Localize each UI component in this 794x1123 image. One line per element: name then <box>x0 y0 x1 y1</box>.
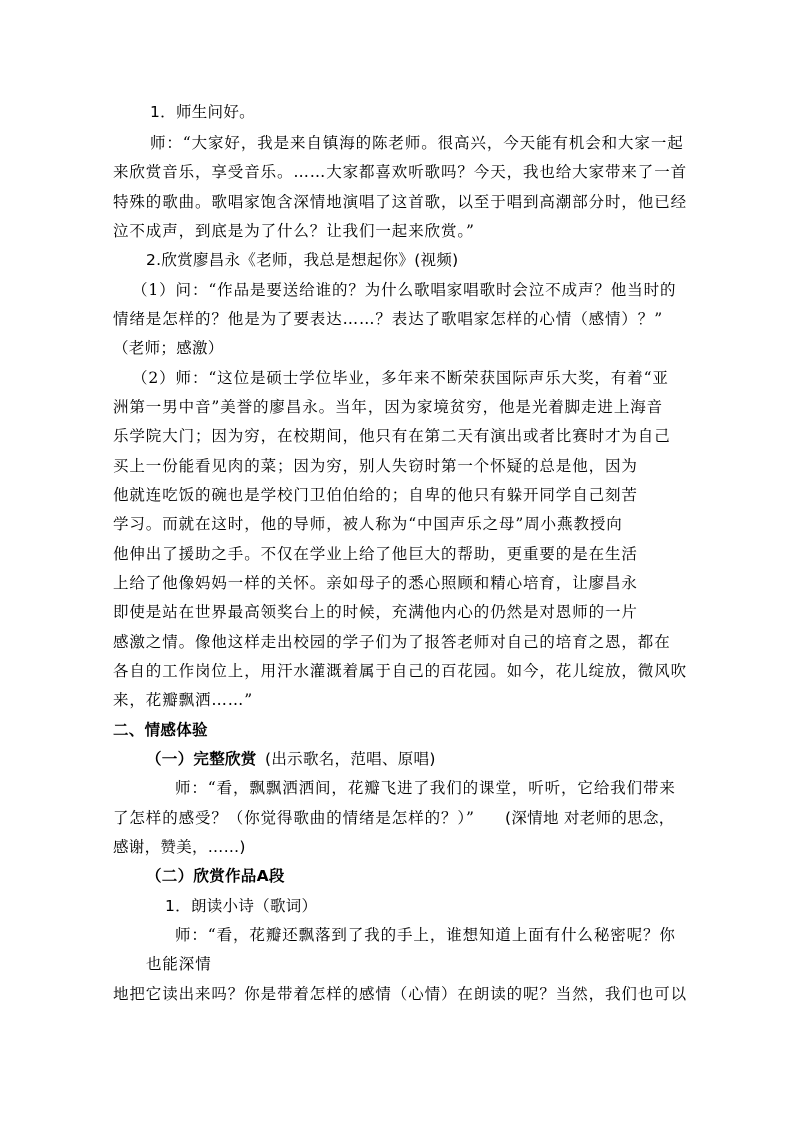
paragraph-aside: (深情地 对老师的思念， <box>505 809 675 827</box>
subsection-heading: （一）完整欣赏 <box>146 750 257 768</box>
paragraph-line: 乐学院大门；因为穷，在校期间，他只有在第二天有演出或者比赛时才为自己 <box>113 427 671 445</box>
paragraph-line: 泣不成声，到底是为了什么？让我们一起来欣赏。” <box>113 222 475 240</box>
paragraph-line: 感激之情。像他这样走出校园的学子们为了报答老师对自己的培育之恩，都在 <box>113 633 671 651</box>
paragraph-line: 上给了他像妈妈一样的关怀。亲如母子的悉心照顾和精心培育，让廖昌永 <box>113 574 638 592</box>
item-greeting: 1．师生问好。 <box>150 103 255 121</box>
paragraph-line: 学习。而就在这时，他的导师，被人称为“中国声乐之母”周小燕教授向 <box>113 515 623 533</box>
paragraph-line: 师：“看，飘飘洒洒间，花瓣飞进了我们的课堂，听听，它给我们带来 <box>175 779 676 797</box>
paragraph-line: 也能深情 <box>146 955 212 973</box>
paragraph-line: 地把它读出来吗？你是带着怎样的感情（心情）在朗读的呢？当然，我们也可以 <box>113 985 688 1003</box>
paragraph-line: 师：“大家好，我是来自镇海的陈老师。很高兴，今天能有机会和大家一起 <box>150 134 684 152</box>
paragraph-line: 洲第一男中音”美誉的廖昌永。当年，因为家境贫穷，他是光着脚走进上海音 <box>113 398 664 416</box>
paragraph-line: 来欣赏音乐，享受音乐。……大家都喜欢听歌吗？今天，我也给大家带来了一首 <box>113 163 688 181</box>
paragraph-line: （1）问：“作品是要送给谁的？为什么歌唱家唱歌时会泣不成声？他当时的 <box>132 281 677 299</box>
paragraph-line: （2）师：“这位是硕士学位毕业，多年来不断荣获国际声乐大奖，有着“亚 <box>132 369 669 387</box>
paragraph-line: 师：“看，花瓣还飘落到了我的手上，谁想知道上面有什么秘密呢？你 <box>175 926 676 944</box>
paragraph-line: 买上一份能看见肉的菜；因为穷，别人失窃时第一个怀疑的总是他，因为 <box>113 457 638 475</box>
paragraph-line: 来，花瓣飘洒……” <box>113 691 254 709</box>
item-appreciate-video: 2.欣赏廖昌永《老师，我总是想起你》(视频) <box>146 251 459 269</box>
paragraph-line: 即使是站在世界最高领奖台上的时候，充满他内心的仍然是对恩师的一片 <box>113 603 638 621</box>
subsection-note: (出示歌名，范唱、原唱) <box>265 750 436 768</box>
paragraph-line: 了怎样的感受？（你觉得歌曲的情绪是怎样的？）” <box>113 809 475 827</box>
section-heading: 二、情感体验 <box>113 721 208 739</box>
paragraph-line: 他伸出了援助之手。不仅在学业上给了他巨大的帮助，更重要的是在生活 <box>113 545 638 563</box>
paragraph-line: 特殊的歌曲。歌唱家饱含深情地演唱了这首歌，以至于唱到高潮部分时，他已经 <box>113 193 688 211</box>
paragraph-line: （老师；感激） <box>113 339 224 357</box>
subsection-heading: （二）欣赏作品A段 <box>146 867 285 885</box>
paragraph-line: 各自的工作岗位上，用汗水灌溉着属于自己的百花园。如今，花儿绽放，微风吹 <box>113 662 688 680</box>
item-read-poem: 1．朗读小诗（歌词） <box>165 897 318 915</box>
paragraph-line: 感谢，赞美，……) <box>113 838 246 856</box>
paragraph-line: 情绪是怎样的？他是为了要表达……？表达了歌唱家怎样的心情（感情）？” <box>113 310 664 328</box>
paragraph-line: 他就连吃饭的碗也是学校门卫伯伯给的；自卑的他只有躲开同学自己刻苦 <box>113 486 638 504</box>
